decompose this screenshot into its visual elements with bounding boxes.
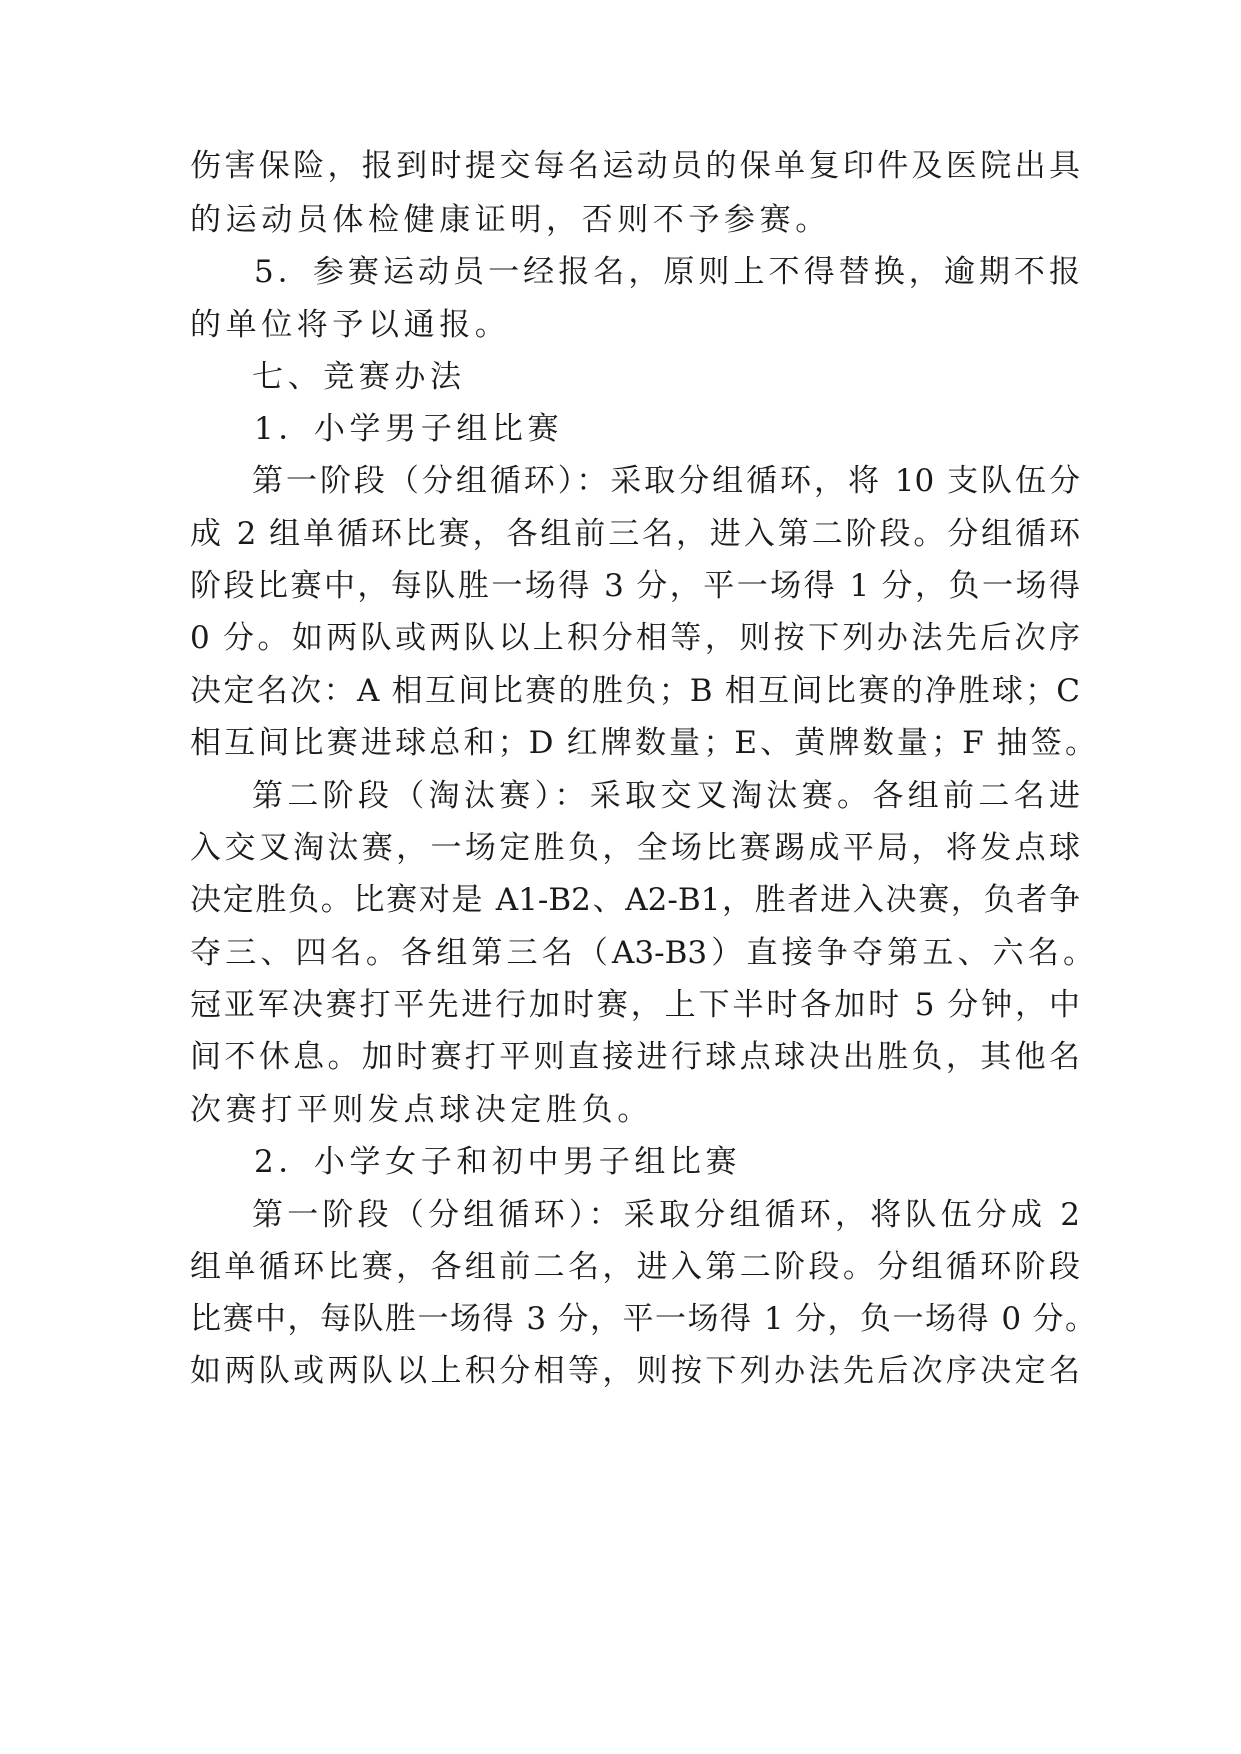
text-line: 决定胜负。比赛对是 A1-B2、A2-B1，胜者进入决赛，负者争 <box>190 882 1080 918</box>
text-line: 夺三、四名。各组第三名（A3-B3）直接争夺第五、六名。 <box>190 935 1094 971</box>
text-line: 第一阶段（分组循环）：采取分组循环，将队伍分成 2 <box>252 1197 1080 1233</box>
text-line: 阶段比赛中，每队胜一场得 3 分，平一场得 1 分，负一场得 <box>190 568 1080 604</box>
text-line: 决定名次：A 相互间比赛的胜负；B 相互间比赛的净胜球；C <box>190 673 1080 709</box>
section-heading: 七、竞赛办法 <box>252 359 466 395</box>
text-line: 5．参赛运动员一经报名，原则上不得替换，逾期不报 <box>254 254 1080 290</box>
text-line: 0 分。如两队或两队以上积分相等，则按下列办法先后次序 <box>190 620 1080 656</box>
text-line: 比赛中，每队胜一场得 3 分，平一场得 1 分，负一场得 0 分。 <box>190 1301 1096 1337</box>
text-line: 的运动员体检健康证明，否则不予参赛。 <box>190 202 831 238</box>
text-line: 间不休息。加时赛打平则直接进行球点球决出胜负，其他名 <box>190 1039 1080 1075</box>
text-line: 如两队或两队以上积分相等，则按下列办法先后次序决定名 <box>190 1353 1080 1389</box>
text-line: 的单位将予以通报。 <box>190 307 511 343</box>
subsection-heading: 2．小学女子和初中男子组比赛 <box>254 1144 742 1180</box>
text-line: 第二阶段（淘汰赛）：采取交叉淘汰赛。各组前二名进 <box>252 778 1080 814</box>
text-line: 冠亚军决赛打平先进行加时赛，上下半时各加时 5 分钟，中 <box>190 987 1080 1023</box>
text-line: 第一阶段（分组循环）：采取分组循环，将 10 支队伍分 <box>252 463 1080 499</box>
text-line: 次赛打平则发点球决定胜负。 <box>190 1092 653 1128</box>
text-line: 伤害保险，报到时提交每名运动员的保单复印件及医院出具 <box>190 148 1080 184</box>
text-line: 相互间比赛进球总和；D 红牌数量；E、黄牌数量；F 抽签。 <box>190 725 1096 761</box>
subsection-heading: 1．小学男子组比赛 <box>254 411 564 447</box>
text-line: 成 2 组单循环比赛，各组前三名，进入第二阶段。分组循环 <box>190 516 1080 552</box>
text-line: 组单循环比赛，各组前二名，进入第二阶段。分组循环阶段 <box>190 1249 1080 1285</box>
text-line: 入交叉淘汰赛，一场定胜负，全场比赛踢成平局，将发点球 <box>190 830 1080 866</box>
